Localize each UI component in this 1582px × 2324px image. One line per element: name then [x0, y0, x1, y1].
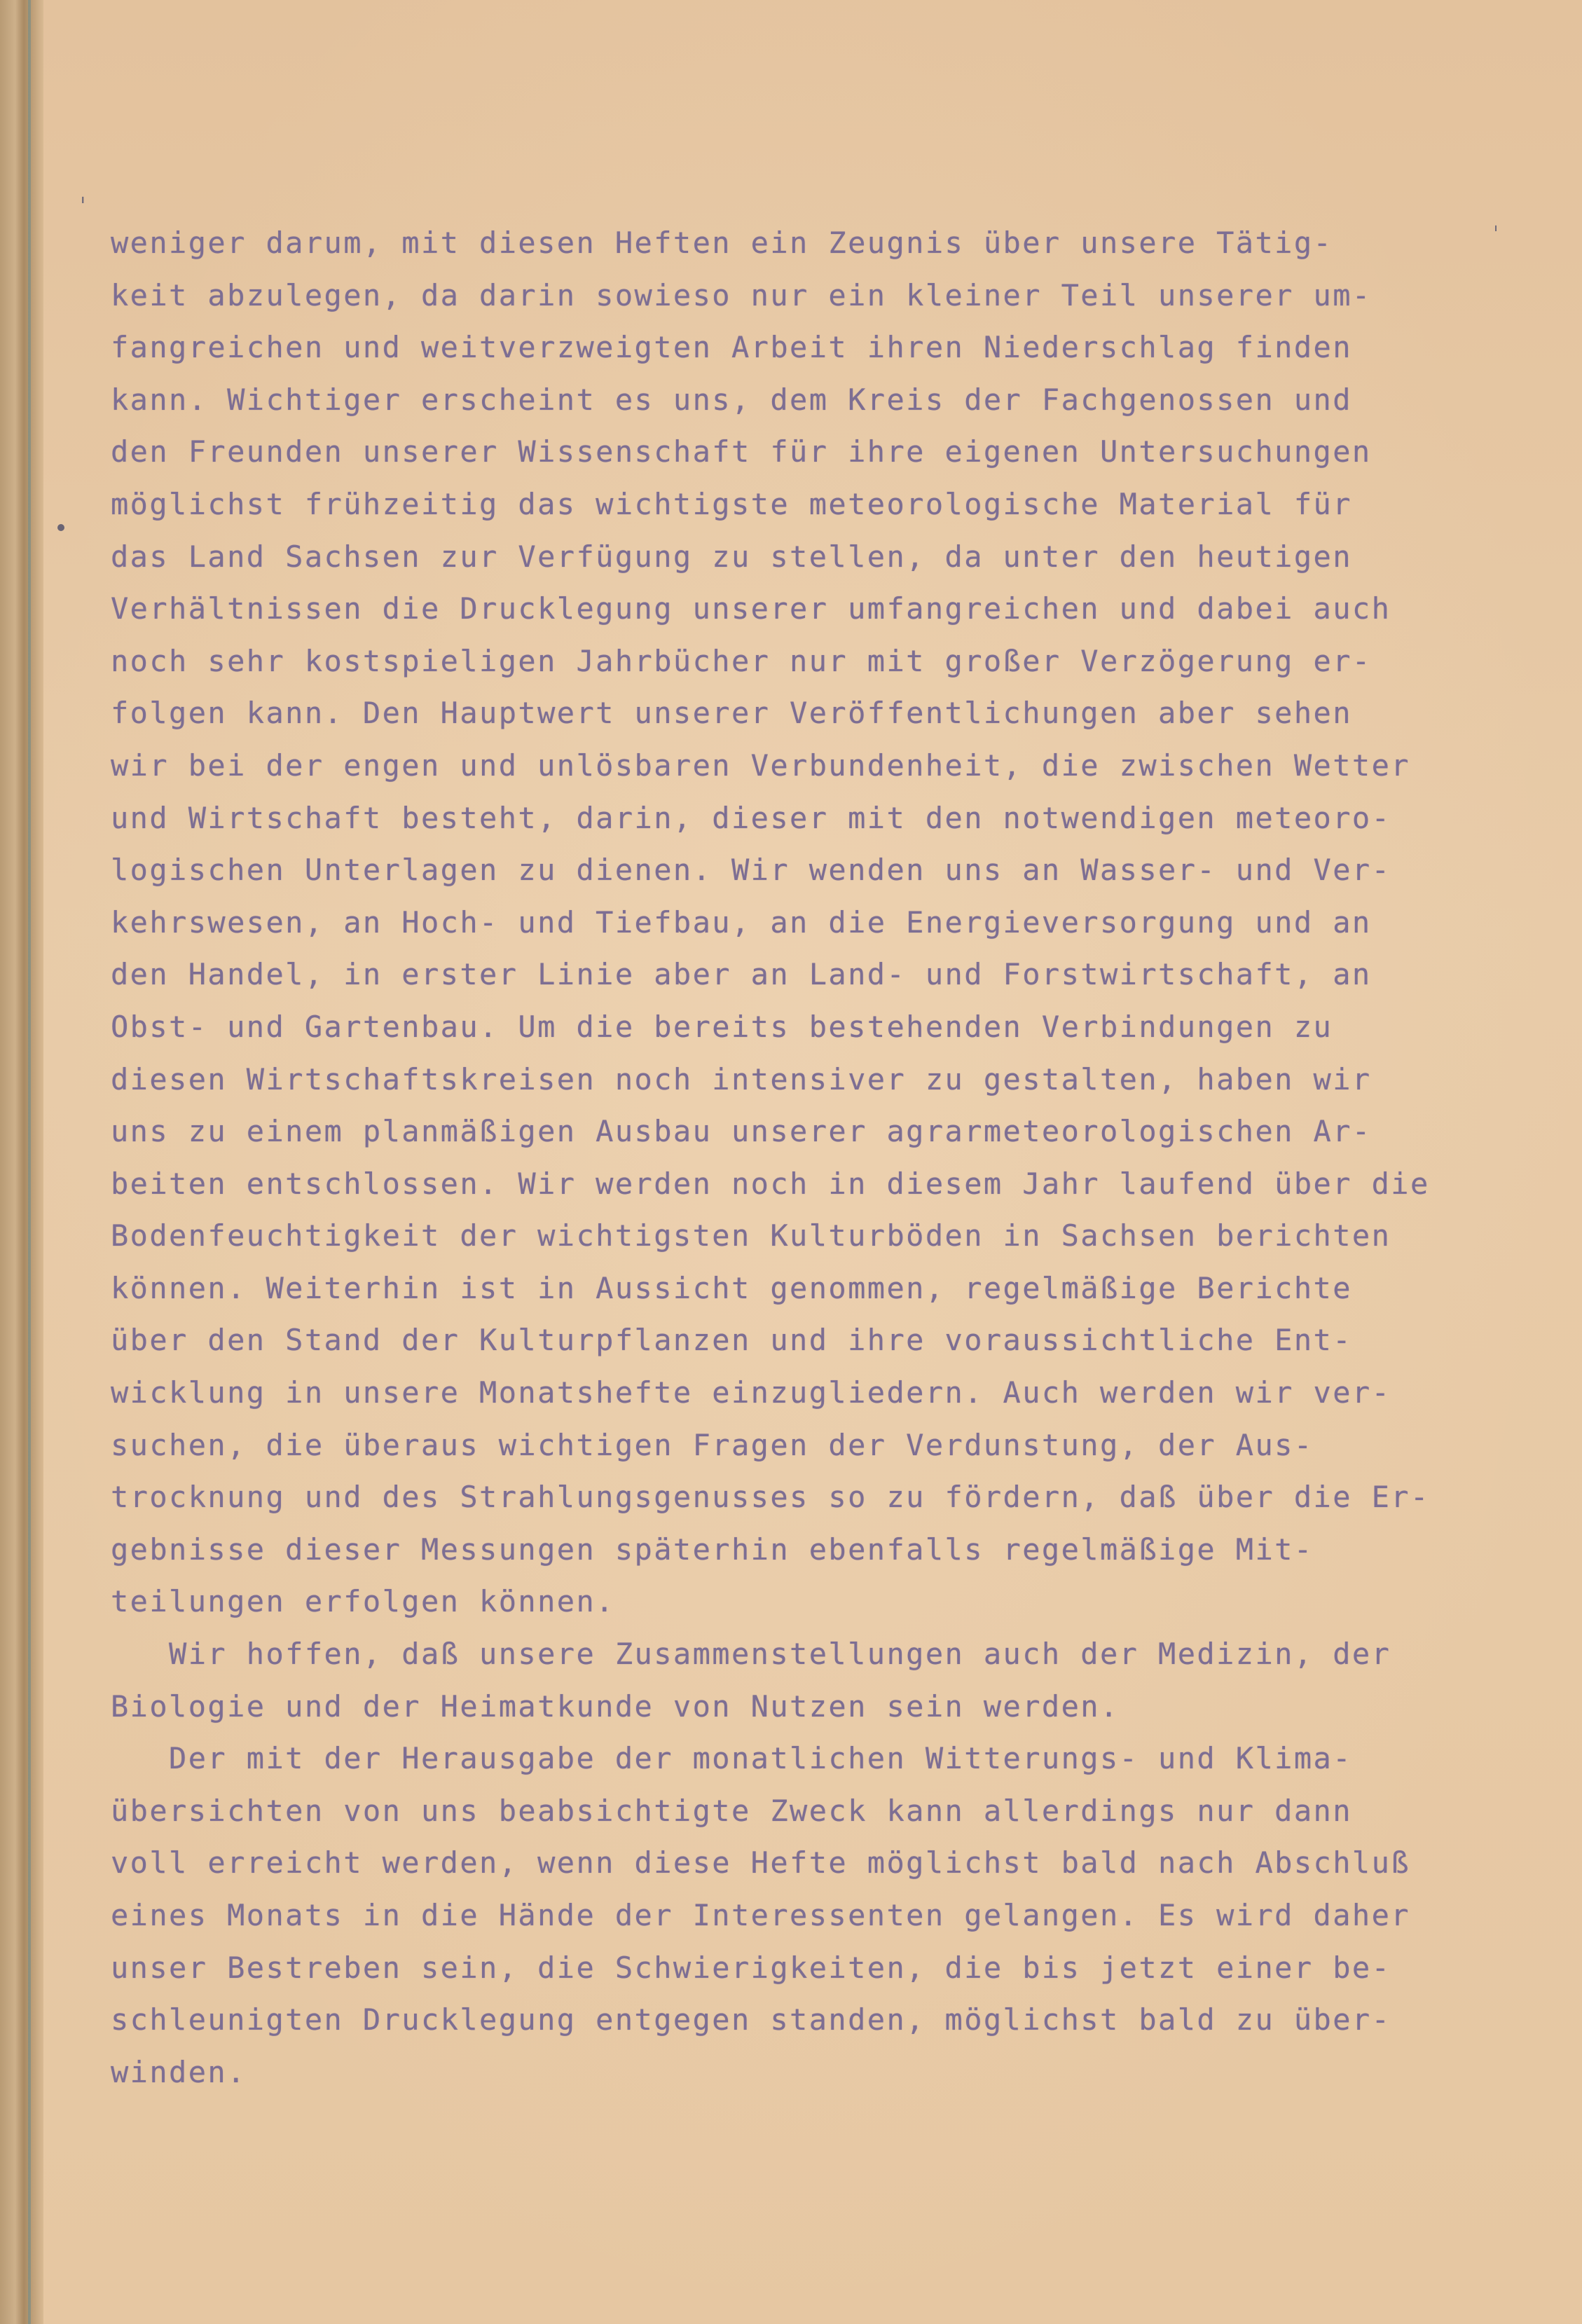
text-line: schleunigten Drucklegung entgegen standen, möglichst bald zu über- — [111, 2002, 1391, 2037]
text-line: trocknung und des Strahlungsgenusses so zu fördern, daß über die Er- — [111, 1480, 1430, 1515]
margin-right-tick: ˈ — [1490, 223, 1503, 247]
text-line: suchen, die überaus wichtigen Fragen der Verdunstung, der Aus- — [111, 1427, 1314, 1462]
margin-tick-mark: ˌ — [76, 178, 90, 206]
text-line: übersichten von uns beabsichtigte Zweck kann allerdings nur dann — [111, 1793, 1352, 1828]
binding-edge — [0, 0, 43, 2324]
text-line: das Land Sachsen zur Verfügung zu stellen, da unter den heutigen — [111, 539, 1352, 574]
binding-line — [28, 0, 31, 2324]
text-line: und Wirtschaft besteht, darin, dieser mit den notwendigen meteoro- — [111, 800, 1391, 835]
text-line: Obst- und Gartenbau. Um die bereits bestehenden Verbindungen zu — [111, 1009, 1333, 1044]
text-line: noch sehr kostspieligen Jahrbücher nur mit großer Verzögerung er- — [111, 643, 1372, 678]
text-line: uns zu einem planmäßigen Ausbau unserer agrarmeteorologischen Ar- — [111, 1114, 1372, 1149]
text-line: Bodenfeuchtigkeit der wichtigsten Kulturböden in Sachsen berichten — [111, 1218, 1391, 1253]
text-line: Biologie und der Heimatkunde von Nutzen sein werden. — [111, 1689, 1120, 1724]
text-line: den Handel, in erster Linie aber an Land- und Forstwirtschaft, an — [111, 957, 1372, 992]
typewritten-text — [111, 217, 1540, 2098]
text-line: wir bei der engen und unlösbaren Verbundenheit, die zwischen Wetter — [111, 748, 1410, 783]
text-line: unser Bestreben sein, die Schwierigkeiten, die bis jetzt einer be- — [111, 1950, 1391, 1985]
text-line: beiten entschlossen. Wir werden noch in diesem Jahr laufend über die — [111, 1166, 1430, 1201]
text-line: voll erreicht werden, wenn diese Hefte möglichst bald nach Abschluß — [111, 1845, 1410, 1880]
text-line: kehrswesen, an Hoch- und Tiefbau, an die Energieversorgung und an — [111, 905, 1372, 940]
margin-ink-dot — [57, 524, 64, 531]
text-line: diesen Wirtschaftskreisen noch intensiver zu gestalten, haben wir — [111, 1061, 1372, 1096]
text-line: folgen kann. Den Hauptwert unserer Veröffentlichungen aber sehen — [111, 696, 1352, 731]
text-line: weniger darum, mit diesen Heften ein Zeugnis über unsere Tätig- — [111, 226, 1333, 260]
text-line: Wir hoffen, daß unsere Zusammenstellungen auch der Medizin, der — [111, 1637, 1391, 1672]
text-line: fangreichen und weitverzweigten Arbeit ihren Niederschlag finden — [111, 330, 1352, 365]
text-line: kann. Wichtiger erscheint es uns, dem Kreis der Fachgenossen und — [111, 382, 1352, 417]
text-line: keit abzulegen, da darin sowieso nur ein kleiner Teil unserer um- — [111, 277, 1372, 312]
text-line: Der mit der Herausgabe der monatlichen Witterungs- und Klima- — [111, 1741, 1352, 1776]
text-line: gebnisse dieser Messungen späterhin ebenfalls regelmäßige Mit- — [111, 1532, 1314, 1567]
text-line: teilungen erfolgen können. — [111, 1584, 615, 1619]
text-line: eines Monats in die Hände der Interessenten gelangen. Es wird daher — [111, 1898, 1410, 1932]
text-line: Verhältnissen die Drucklegung unserer umfangreichen und dabei auch — [111, 591, 1391, 626]
text-line: möglichst frühzeitig das wichtigste meteorologische Material für — [111, 486, 1352, 521]
text-line: wicklung in unsere Monatshefte einzugliedern. Auch werden wir ver- — [111, 1375, 1391, 1410]
text-line: winden. — [111, 2054, 247, 2089]
text-line: können. Weiterhin ist in Aussicht genommen, regelmäßige Berichte — [111, 1270, 1352, 1305]
text-line: über den Stand der Kulturpflanzen und ihre voraussichtliche Ent- — [111, 1323, 1352, 1358]
text-line: logischen Unterlagen zu dienen. Wir wenden uns an Wasser- und Ver- — [111, 853, 1391, 888]
text-line: den Freunden unserer Wissenschaft für ihre eigenen Untersuchungen — [111, 434, 1372, 469]
